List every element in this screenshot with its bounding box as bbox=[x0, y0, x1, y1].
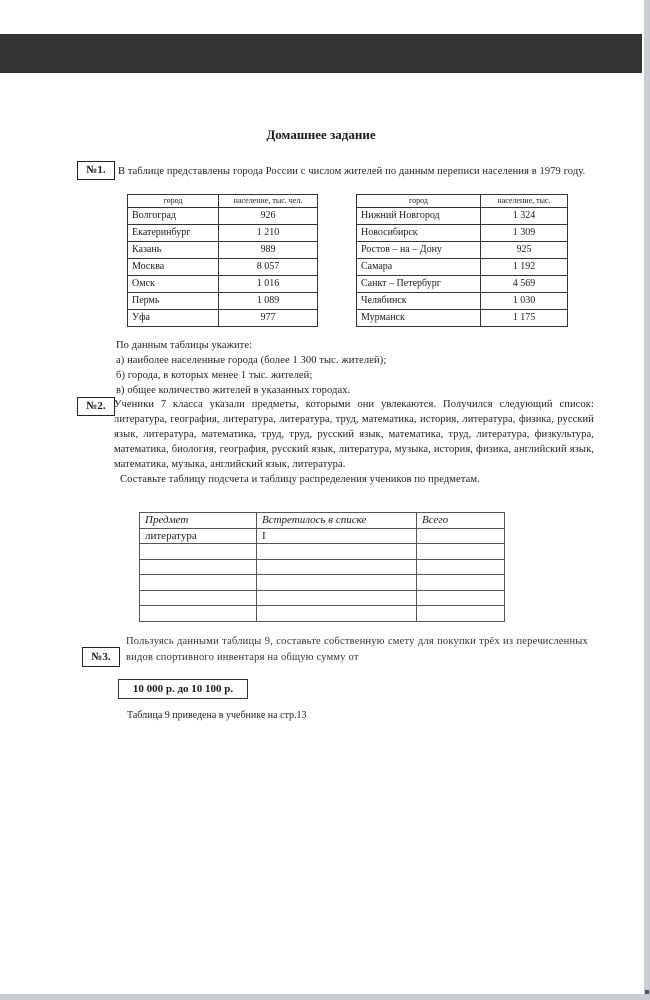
table-row bbox=[128, 259, 318, 276]
task3-note: Таблица 9 приведена в учебнике на стр.13 bbox=[127, 710, 307, 721]
city-cell: Пермь bbox=[128, 293, 219, 310]
population-cell: 4 569 bbox=[481, 276, 568, 293]
table-row bbox=[140, 559, 505, 575]
city-cell: Самара bbox=[357, 259, 481, 276]
instruction-line: а) наиболее населенные города (более 1 300 тыс. жителей); bbox=[116, 355, 387, 366]
city-cell: Новосибирск bbox=[357, 225, 481, 242]
total-cell[interactable] bbox=[417, 606, 505, 622]
table-row bbox=[128, 310, 318, 327]
city-cell: Нижний Новгород bbox=[357, 208, 481, 225]
city-cell: Омск bbox=[128, 276, 219, 293]
subject-cell[interactable] bbox=[140, 590, 257, 606]
column-header-occurrences: Встретилось в списке bbox=[257, 513, 417, 529]
table-header-row bbox=[357, 195, 568, 208]
subject-cell[interactable]: литература bbox=[140, 528, 257, 544]
subject-cell[interactable] bbox=[140, 606, 257, 622]
table-row bbox=[357, 293, 568, 310]
city-cell: Мурманск bbox=[357, 310, 481, 327]
task1-instructions bbox=[116, 338, 596, 398]
task1-text: В таблице представлены города России с числом жителей по данным переписи населения в 1979 году. bbox=[118, 166, 586, 177]
table-row bbox=[140, 544, 505, 560]
page-title: Домашнее задание bbox=[266, 127, 376, 142]
column-header-city: город bbox=[128, 195, 219, 208]
population-cell: 1 210 bbox=[219, 225, 318, 242]
table-row bbox=[357, 310, 568, 327]
table-row bbox=[140, 528, 505, 544]
instruction-line: По данным таблицы укажите: bbox=[116, 340, 253, 351]
population-cell: 989 bbox=[219, 242, 318, 259]
instruction-line: б) города, в которых менее 1 тыс. жителей; bbox=[116, 370, 313, 381]
subject-cell[interactable] bbox=[140, 559, 257, 575]
task2-text: Ученики 7 класса указали предметы, которыми они увлекаются. Получился следующий список: литература, география, литература, литература, труд, математика, история, литература, физика, русский язык, литература, математика, труд, труд, русский язык, математика, труд, литература, физкультура, математика, биология, география, русский язык, литература, музыка, история, физика, английский язык, математика, музыка, английский язык, литература. bbox=[114, 399, 594, 470]
table-row bbox=[128, 293, 318, 310]
population-cell: 1 324 bbox=[481, 208, 568, 225]
task2-text-block bbox=[114, 397, 594, 487]
total-cell[interactable] bbox=[417, 590, 505, 606]
bottom-border bbox=[0, 994, 650, 1000]
table-row bbox=[140, 590, 505, 606]
city-cell: Казань bbox=[128, 242, 219, 259]
cities-table-right bbox=[356, 194, 568, 327]
task2-number: №2. bbox=[77, 397, 115, 416]
task3-number: №3. bbox=[82, 647, 120, 667]
population-cell: 1 030 bbox=[481, 293, 568, 310]
city-cell: Волгоград bbox=[128, 208, 219, 225]
total-cell[interactable] bbox=[417, 575, 505, 591]
column-header-population: население, тыс. чел. bbox=[219, 195, 318, 208]
city-cell: Челябинск bbox=[357, 293, 481, 310]
total-cell[interactable] bbox=[417, 528, 505, 544]
population-cell: 1 016 bbox=[219, 276, 318, 293]
table-header-row bbox=[128, 195, 318, 208]
total-cell[interactable] bbox=[417, 544, 505, 560]
table-row bbox=[140, 606, 505, 622]
tally-cell[interactable]: I bbox=[257, 528, 417, 544]
city-cell: Санкт – Петербург bbox=[357, 276, 481, 293]
subject-cell[interactable] bbox=[140, 575, 257, 591]
table-row bbox=[140, 575, 505, 591]
tally-cell[interactable] bbox=[257, 590, 417, 606]
city-cell: Уфа bbox=[128, 310, 219, 327]
table-header-row bbox=[140, 513, 505, 529]
population-cell: 926 bbox=[219, 208, 318, 225]
task1-number: №1. bbox=[77, 161, 115, 180]
population-cell: 977 bbox=[219, 310, 318, 327]
population-cell: 1 175 bbox=[481, 310, 568, 327]
subjects-table bbox=[139, 512, 505, 622]
table-row bbox=[357, 276, 568, 293]
tally-cell[interactable] bbox=[257, 575, 417, 591]
table-row bbox=[357, 259, 568, 276]
population-cell: 1 192 bbox=[481, 259, 568, 276]
city-cell: Москва bbox=[128, 259, 219, 276]
population-cell: 925 bbox=[481, 242, 568, 259]
table-row bbox=[128, 276, 318, 293]
table-row bbox=[357, 208, 568, 225]
table-row bbox=[128, 208, 318, 225]
task3-range: 10 000 р. до 10 100 р. bbox=[118, 679, 248, 699]
table-row bbox=[357, 242, 568, 259]
table-row bbox=[357, 225, 568, 242]
column-header-city: город bbox=[357, 195, 481, 208]
top-bar bbox=[0, 34, 642, 73]
column-header-population: население, тыс. bbox=[481, 195, 568, 208]
task3-text: Пользуясь данными таблицы 9, составьте собственную смету для покупки трёх из перечисленных видов спортивного инвентаря на общую сумму от bbox=[126, 636, 588, 663]
column-header-subject: Предмет bbox=[140, 513, 257, 529]
population-cell: 1 309 bbox=[481, 225, 568, 242]
subject-cell[interactable] bbox=[140, 544, 257, 560]
column-header-total: Всего bbox=[417, 513, 505, 529]
table-row bbox=[128, 225, 318, 242]
tally-cell[interactable] bbox=[257, 606, 417, 622]
city-cell: Ростов – на – Дону bbox=[357, 242, 481, 259]
city-cell: Екатеринбург bbox=[128, 225, 219, 242]
population-cell: 1 089 bbox=[219, 293, 318, 310]
instruction-line: в) общее количество жителей в указанных городах. bbox=[116, 385, 351, 396]
scrollbar[interactable] bbox=[644, 0, 650, 1000]
task2-instruction: Составьте таблицу подсчета и таблицу распределения учеников по предметам. bbox=[120, 474, 480, 485]
tally-cell[interactable] bbox=[257, 544, 417, 560]
table-row bbox=[128, 242, 318, 259]
tally-cell[interactable] bbox=[257, 559, 417, 575]
population-cell: 8 057 bbox=[219, 259, 318, 276]
cities-table-left bbox=[127, 194, 318, 327]
total-cell[interactable] bbox=[417, 559, 505, 575]
